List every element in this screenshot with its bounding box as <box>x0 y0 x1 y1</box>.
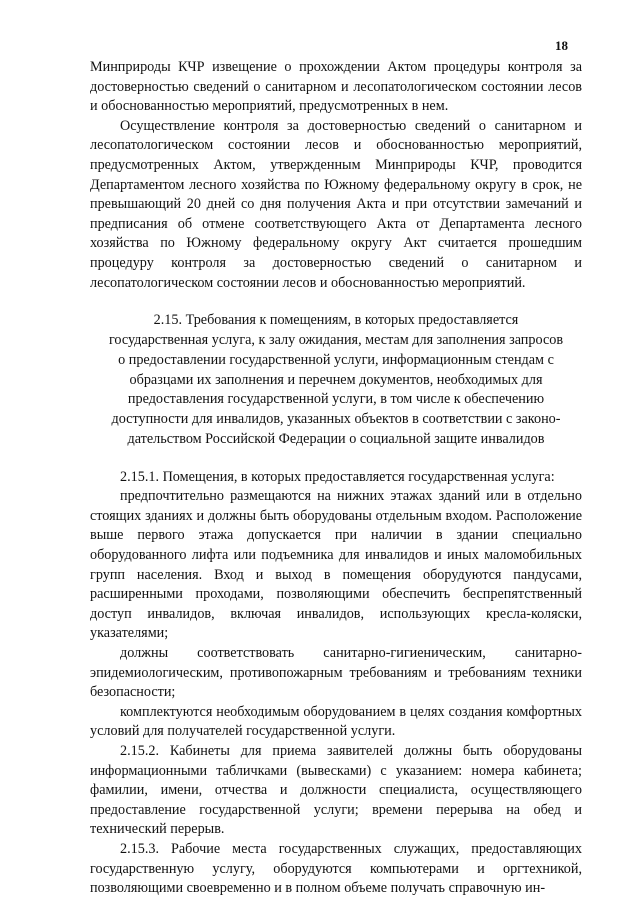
document-body <box>90 58 582 899</box>
paragraph-2-15-2: 2.15.2. Кабинеты для приема заявителей должны быть оборудованы информационными табличками (вывесками) с указанием: номера кабинета; фамилии, имени, отчества и должности специалиста, осуществляющего предоставление государственной услуги; времени перерыва на обед и технический перерыв. <box>90 743 582 838</box>
paragraph-2-15-1: 2.15.1. Помещения, в которых предоставляется государственная услуга: <box>120 468 555 485</box>
paragraph-sanitary-requirements: должны соответствовать санитарно-гигиеническим, санитарно-эпидемиологическим, противопожарным требованиям и требованиям техники безопасности; <box>90 645 582 701</box>
paragraph-2-15-3: 2.15.3. Рабочие места государственных служащих, предоставляющих государственную услугу, оборудуются компьютерами и оргтехникой, позволяющими своевременно и в полном объеме получать справочную ин- <box>90 840 582 897</box>
paragraph-equipment: комплектуются необходимым оборудованием в целях создания комфортных условий для получателей государственной услуги. <box>90 703 582 740</box>
paragraph-premises-location: предпочтительно размещаются на нижних этажах зданий или в отдельно стоящих зданиях и должны быть оборудованы отдельным входом. Расположение выше первого этажа допускается при наличии в здании специально оборудованного лифта или подъемника для инвалидов и иных маломобильных групп населения. Вход и выход в помещения оборудуются пандусами, расширенными проходами, позволяющими обеспечить беспрепятственный доступ инвалидов, включая инвалидов, использующих кресла-коляски, указателями; <box>90 488 582 642</box>
paragraphs-bottom <box>90 468 582 899</box>
heading-line: образцами их заполнения и перечнем документов, необходимых для <box>129 371 543 388</box>
paragraph-continuation: Минприроды КЧР извещение о прохождении Актом процедуры контроля за достоверностью сведений о санитарном и лесопатологическом состоянии лесов и обоснованностью мероприятий, предусмотренных в нем. <box>90 59 582 115</box>
heading-line: 2.15. Требования к помещениям, в которых предоставляется <box>153 312 519 329</box>
heading-line: предоставления государственной услуги, в том числе к обеспечению <box>127 391 545 408</box>
paragraphs-top <box>90 58 582 293</box>
page-number: 18 <box>555 38 568 53</box>
section-heading-2-15 <box>90 311 582 450</box>
heading-line: государственная услуга, к залу ожидания, местам для заполнения запросов <box>108 331 564 348</box>
heading-line: доступности для инвалидов, указанных объектов в соответствии с законо- <box>111 411 561 428</box>
heading-line: дательством Российской Федерации о социальной защите инвалидов <box>127 430 545 447</box>
paragraph-control-procedure: Осуществление контроля за достоверностью сведений о санитарном и лесопатологическом состоянии лесов и обоснованностью мероприятий, предусмотренных Актом, утвержденным Минприроды КЧР, проводится Департаментом лесного хозяйства по Южному федеральному округу в срок, не превышающий 20 дней со дня получения Акта и при отсутствии замечаний и предписания об отмене соответствующего Акта от Департамента лесного хозяйства по Южному федеральному округу Акт считается прошедшим процедуру контроля за достоверностью сведений о санитарном и лесопатологическом состоянии лесов и обоснованностью мероприятий. <box>90 117 582 291</box>
heading-line: о предоставлении государственной услуги, информационным стендам с <box>118 351 554 368</box>
